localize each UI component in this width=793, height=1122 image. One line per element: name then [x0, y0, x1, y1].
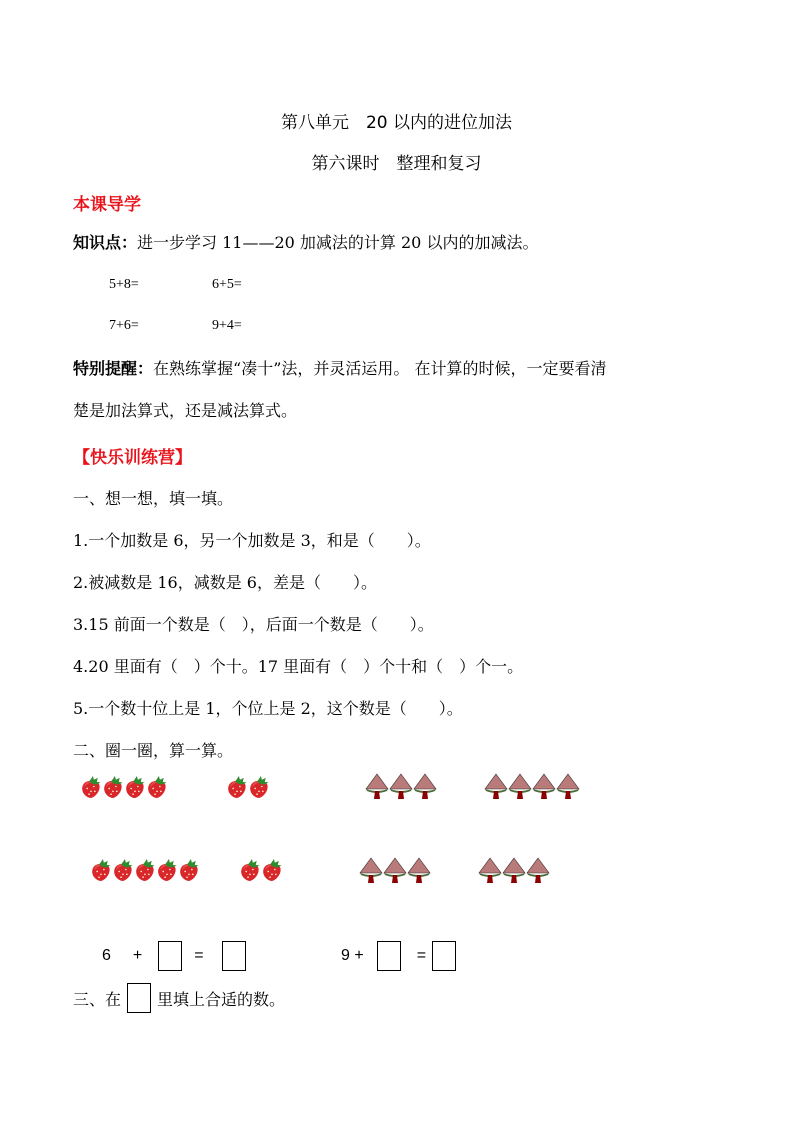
equation-2-operand: 9 +: [341, 947, 364, 964]
strawberry-icon: [90, 858, 112, 882]
example-box-icon: [127, 983, 151, 1013]
unit-title: 第八单元 20 以内的进位加法: [280, 113, 513, 133]
strawberry-icon: [80, 775, 102, 799]
mushroom-icon: [532, 772, 556, 800]
knowledge-point: [73, 233, 538, 253]
strawberry-icon: [146, 775, 168, 799]
equation-1-plus: +: [132, 947, 143, 964]
mushroom-icon: [365, 772, 389, 800]
mushroom-group-4: [484, 772, 580, 800]
exercise-1: 5+8=: [109, 277, 139, 292]
strawberry-icon: [226, 775, 248, 799]
strawberry-icon: [102, 775, 124, 799]
reminder-line-2: 楚是加法算式，还是减法算式。: [73, 401, 298, 420]
knowledge-text: 进一步学习 11——20 加减法的计算 20 以内的加减法。: [137, 233, 539, 252]
mushroom-icon: [389, 772, 413, 800]
strawberry-icon: [112, 858, 134, 882]
section-3-suffix: 里填上合适的数。: [157, 989, 286, 1009]
answer-box[interactable]: [432, 941, 456, 971]
strawberry-icon: [248, 775, 270, 799]
strawberry-icon: [261, 858, 283, 882]
mushroom-icon: [383, 856, 407, 884]
mushroom-icon: [359, 856, 383, 884]
equation-1-equals: =: [194, 947, 204, 964]
mushroom-icon: [413, 772, 437, 800]
section-1-title: 一、想一想，填一填。: [73, 489, 234, 508]
mushroom-icon: [502, 856, 526, 884]
reminder-text: 在熟练掌握“凑十”法，并灵活运用。 在计算的时候，一定要看清: [153, 359, 607, 378]
mushroom-icon: [526, 856, 550, 884]
question-5: 5.一个数十位上是 1，个位上是 2，这个数是（ ）。: [73, 699, 463, 718]
answer-box[interactable]: [222, 941, 246, 971]
exercise-2: 6+5=: [212, 277, 242, 292]
reminder-label: 特别提醒：: [73, 359, 154, 378]
guide-heading: 本课导学: [73, 195, 141, 215]
strawberry-icon: [134, 858, 156, 882]
strawberry-group-4: [80, 775, 168, 799]
knowledge-label: 知识点：: [73, 233, 138, 252]
strawberry-icon: [124, 775, 146, 799]
question-1: 1.一个加数是 6，另一个加数是 3，和是（ ）。: [73, 531, 431, 550]
strawberry-icon: [178, 858, 200, 882]
answer-box[interactable]: [377, 941, 401, 971]
exercise-3: 7+6=: [109, 318, 139, 333]
strawberry-group-5: [90, 858, 200, 882]
question-4: 4.20 里面有（ ）个十。17 里面有（ ）个十和（ ）个一。: [73, 657, 524, 676]
equation-2: [341, 941, 456, 971]
practice-heading: 【快乐训练营】: [73, 448, 192, 468]
section-3-prefix: 三、在: [73, 989, 122, 1009]
section-2-title: 二、圈一圈，算一算。: [73, 741, 234, 760]
strawberry-group-2b: [239, 858, 283, 882]
mushroom-icon: [556, 772, 580, 800]
question-2: 2.被减数是 16，减数是 6，差是（ ）。: [73, 573, 377, 592]
reminder-line-1: [73, 359, 606, 379]
mushroom-icon: [484, 772, 508, 800]
answer-box[interactable]: [158, 941, 182, 971]
exercise-4: 9+4=: [212, 318, 242, 333]
section-3-title: [73, 983, 285, 1013]
mushroom-icon: [478, 856, 502, 884]
strawberry-group-2: [226, 775, 270, 799]
equation-2-equals: =: [416, 947, 427, 964]
mushroom-group-3c: [478, 856, 550, 884]
strawberry-icon: [239, 858, 261, 882]
question-3: 3.15 前面一个数是（ ），后面一个数是（ ）。: [73, 615, 434, 634]
mushroom-group-3: [365, 772, 437, 800]
equation-1-operand: 6: [102, 947, 111, 964]
mushroom-icon: [407, 856, 431, 884]
equation-1: [102, 941, 246, 971]
strawberry-icon: [156, 858, 178, 882]
lesson-title: 第六课时 整理和复习: [311, 154, 482, 174]
mushroom-icon: [508, 772, 532, 800]
mushroom-group-3b: [359, 856, 431, 884]
